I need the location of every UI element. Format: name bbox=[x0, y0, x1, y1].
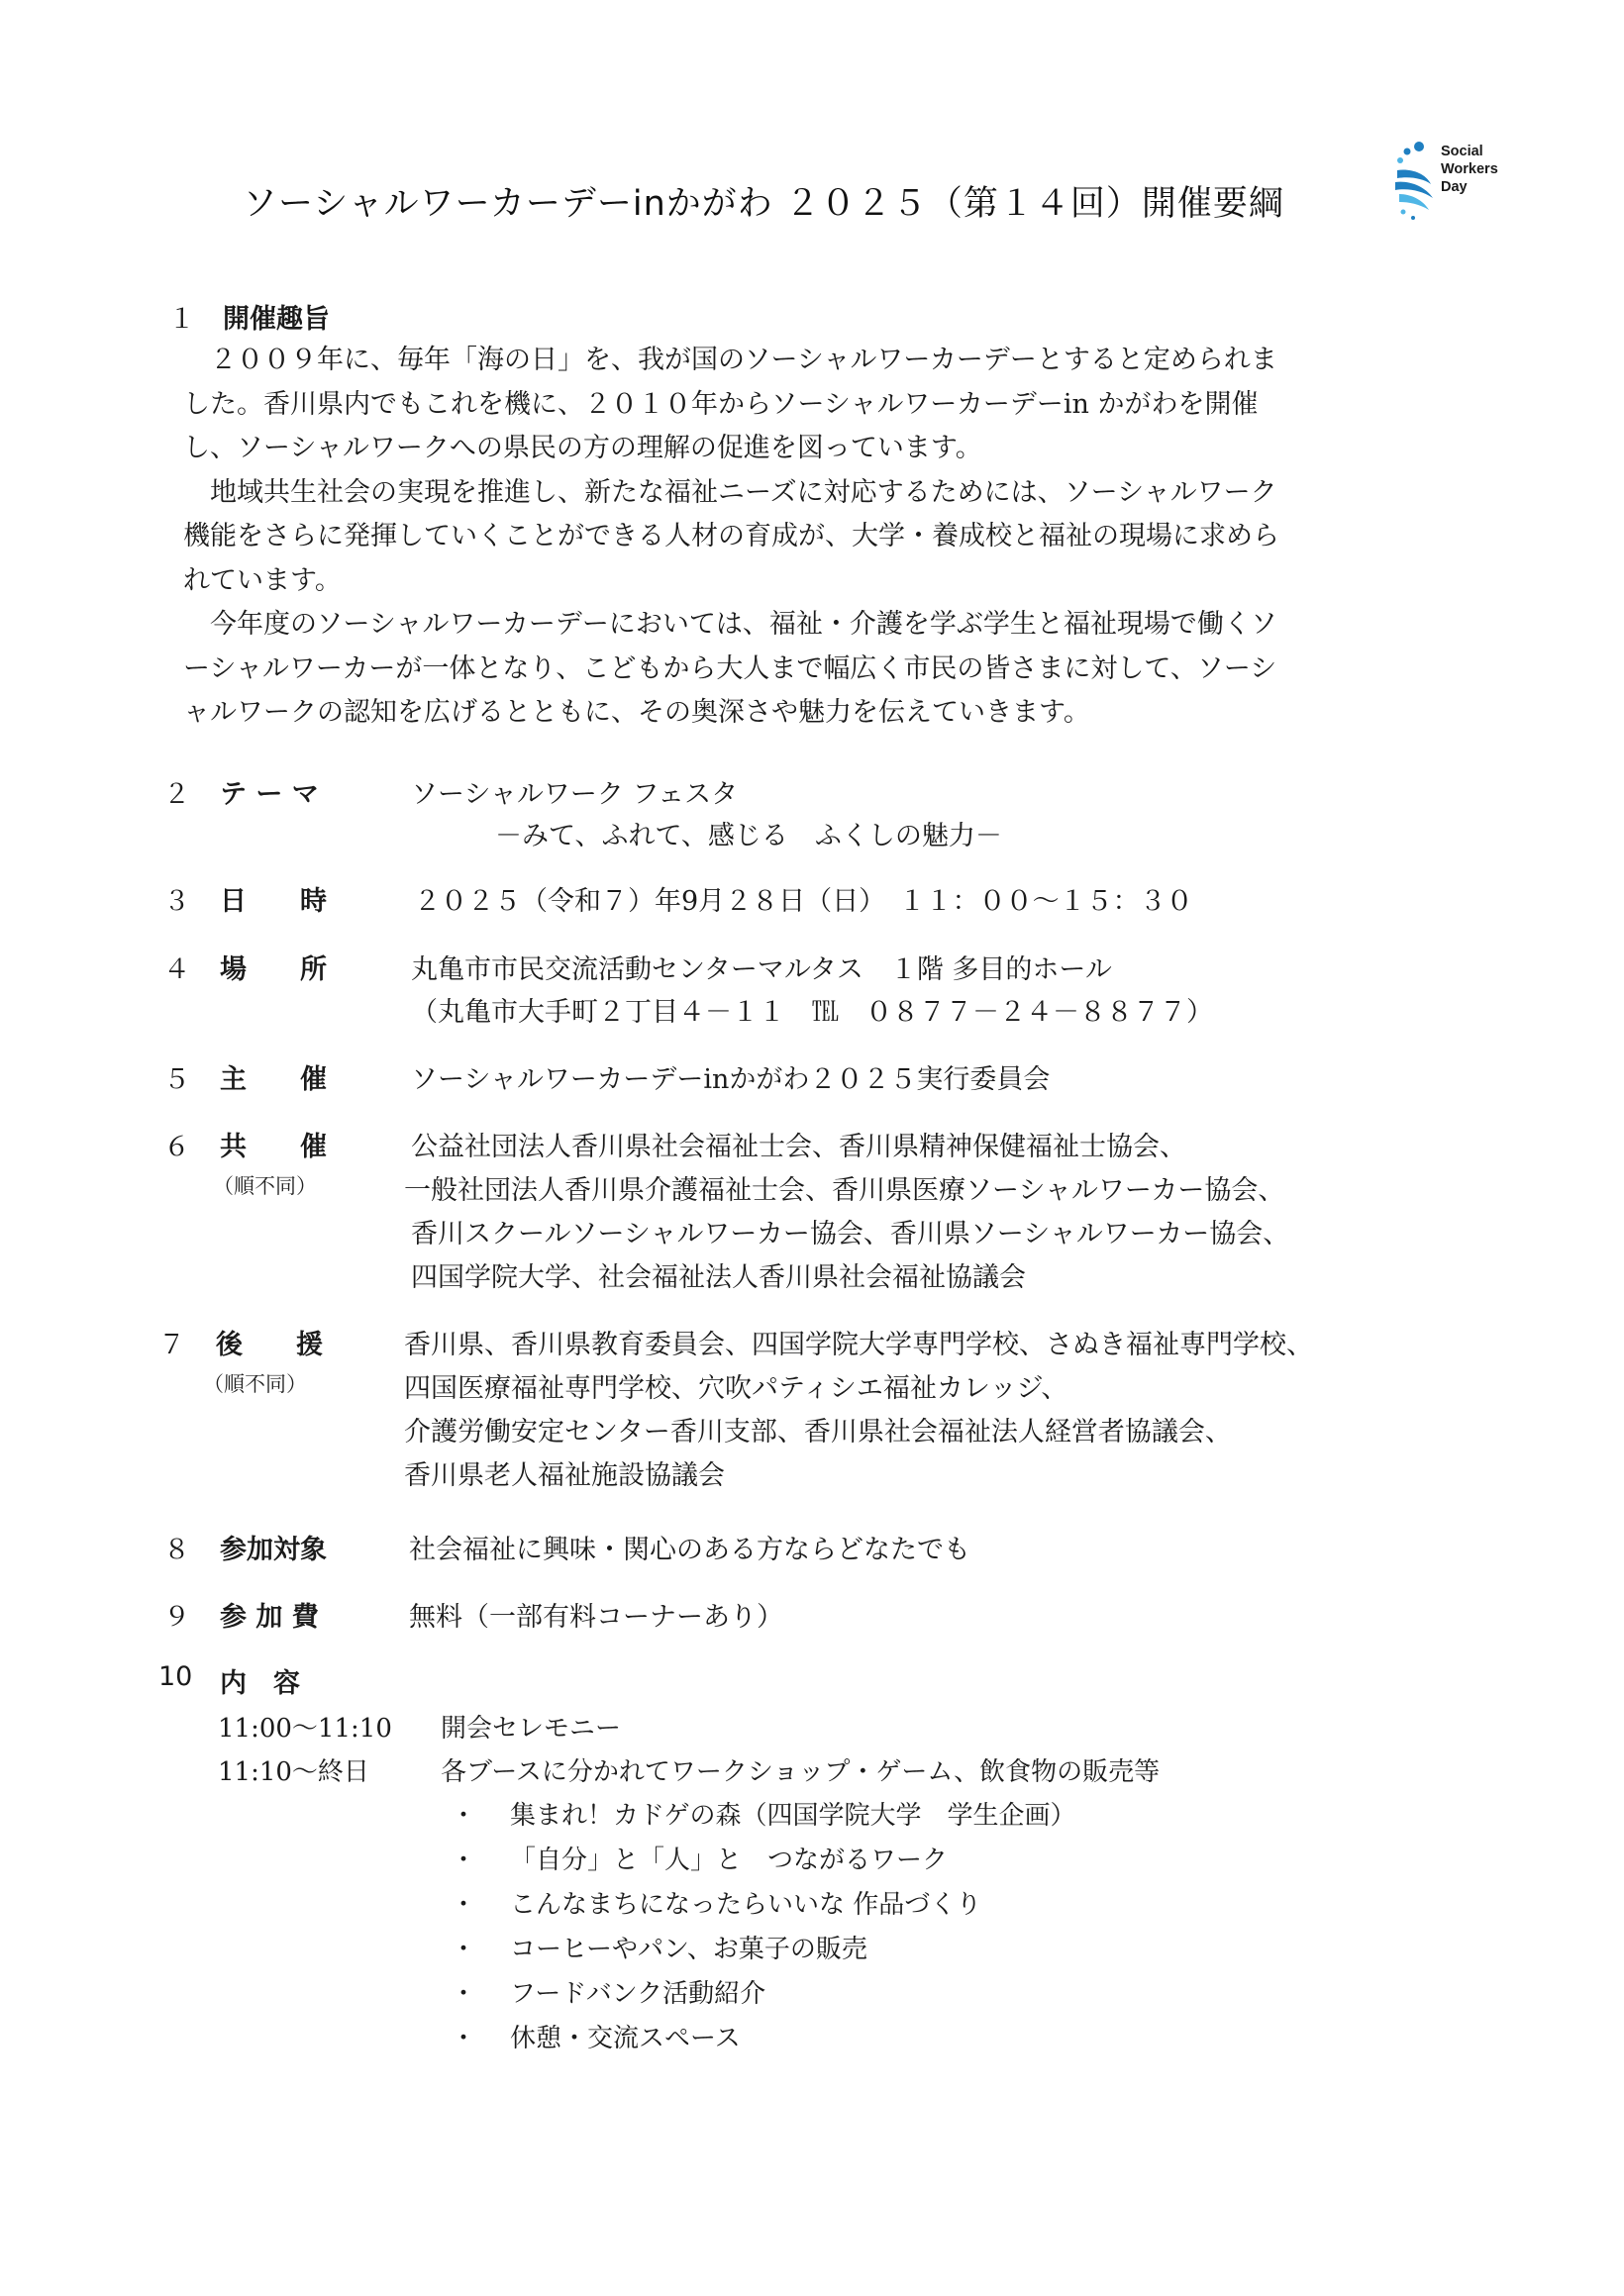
section-3-label: 日 時 bbox=[220, 886, 327, 917]
cohost-line: 四国学院大学、社会福祉法人香川県社会福祉協議会 bbox=[411, 1262, 1026, 1293]
section-10-label: 内 容 bbox=[220, 1668, 300, 1699]
organizer: ソーシャルワーカーデーinかがわ２０２５実行委員会 bbox=[411, 1064, 1051, 1095]
body-line: 地域共生社会の実現を推進し、新たな福祉ニーズに対応するためには、ソーシャルワーク bbox=[183, 476, 1277, 508]
bullet-mark: ・ bbox=[451, 1801, 477, 1831]
list-item-text: フードバンク活動紹介 bbox=[510, 1979, 766, 2009]
cohost-line: 公益社団法人香川県社会福祉士会、香川県精神保健福祉士協会、 bbox=[411, 1132, 1186, 1162]
section-5-label: 主 催 bbox=[220, 1064, 327, 1095]
section-7-number: ７ bbox=[158, 1330, 185, 1360]
bullet-mark: ・ bbox=[451, 2024, 477, 2053]
bullet-mark: ・ bbox=[451, 1935, 477, 1964]
body-line: した。香川県内でもこれを機に、２０１０年からソーシャルワーカーデーin かがわを開催 bbox=[183, 388, 1259, 420]
list-item-text: 休憩・交流スペース bbox=[510, 2024, 741, 2053]
schedule-desc: 開会セレモニー bbox=[441, 1714, 622, 1744]
body-line: 機能をさらに発揮していくことができる人材の育成が、大学・養成校と福祉の現場に求めら bbox=[183, 521, 1279, 551]
body-line: ２００９年に、毎年「海の日」を、我が国のソーシャルワーカーデーとすると定められま bbox=[183, 345, 1277, 375]
list-item-text: 集まれ！カドゲの森（四国学院大学 学生企画） bbox=[510, 1801, 1076, 1831]
list-item-text: こんなまちになったらいいな 作品づくり bbox=[510, 1890, 982, 1920]
venue-address: （丸亀市大手町２丁目４－１１ ℡ ０８７７－２４－８８７７） bbox=[411, 997, 1213, 1028]
section-2-number: ２ bbox=[163, 779, 190, 810]
section-6-label: 共 催 bbox=[220, 1132, 327, 1162]
event-datetime: ２０２５（令和７）年9月２８日（日） １１：００～１５：３０ bbox=[414, 886, 1193, 917]
section-8-label: 参加対象 bbox=[220, 1535, 327, 1565]
section-3-number: ３ bbox=[163, 886, 190, 917]
cohost-line: 一般社団法人香川県介護福祉士会、香川県医療ソーシャルワーカー協会、 bbox=[404, 1175, 1285, 1206]
body-line: 今年度のソーシャルワーカーデーにおいては、福祉・介護を学ぶ学生と福祉現場で働くソ bbox=[183, 609, 1277, 640]
section-9-label: 参 加 費 bbox=[220, 1602, 319, 1633]
supporter-line: 介護労働安定センター香川支部、香川県社会福祉法人経営者協議会、 bbox=[404, 1417, 1232, 1447]
theme-title: ソーシャルワーク フェスタ bbox=[411, 779, 739, 810]
section-5-number: ５ bbox=[163, 1064, 190, 1095]
section-1-label: 開催趣旨 bbox=[223, 304, 330, 335]
cohost-line: 香川スクールソーシャルワーカー協会、香川県ソーシャルワーカー協会、 bbox=[411, 1219, 1290, 1249]
document-title: ソーシャルワーカーデーinかがわ ２０２５（第１４回）開催要綱 bbox=[243, 184, 1284, 224]
logo-line-2: Workers bbox=[1441, 161, 1498, 177]
list-item bbox=[451, 1973, 765, 2010]
section-7-label: 後 援 bbox=[216, 1330, 323, 1360]
body-line: ーシャルワーカーが一体となり、こどもから大人まで幅広く市民の皆さまに対して、ソーシ bbox=[183, 652, 1277, 684]
body-line: し、ソーシャルワークへの県民の方の理解の促進を図っています。 bbox=[183, 433, 982, 463]
section-6-note: （順不同） bbox=[213, 1174, 317, 1198]
schedule-time: 11:00～11:10 bbox=[218, 1714, 392, 1744]
supporter-line: 香川県老人福祉施設協議会 bbox=[404, 1460, 725, 1491]
bullet-mark: ・ bbox=[451, 1890, 477, 1920]
section-8-number: ８ bbox=[163, 1535, 190, 1565]
social-workers-day-logo bbox=[1391, 139, 1540, 228]
supporter-line: 香川県、香川県教育委員会、四国学院大学専門学校、さぬき福祉専門学校、 bbox=[404, 1330, 1313, 1360]
list-item bbox=[451, 1795, 1075, 1832]
section-1-number: １ bbox=[168, 304, 195, 335]
list-item bbox=[451, 1884, 981, 1921]
logo-line-3: Day bbox=[1441, 179, 1468, 195]
section-7-note: （順不同） bbox=[203, 1372, 307, 1396]
supporter-line: 四国医療福祉専門学校、穴吹パティシエ福祉カレッジ、 bbox=[404, 1373, 1068, 1404]
section-6-number: ６ bbox=[163, 1132, 190, 1162]
bullet-mark: ・ bbox=[451, 1846, 477, 1875]
section-2-label: テ ー マ bbox=[220, 779, 319, 810]
section-4-number: ４ bbox=[163, 954, 190, 985]
list-item-text: コーヒーやパン、お菓子の販売 bbox=[510, 1935, 867, 1964]
bullet-mark: ・ bbox=[451, 1979, 477, 2009]
body-line: ャルワークの認知を広げるとともに、その奥深さや魅力を伝えていきます。 bbox=[183, 697, 1090, 728]
list-item bbox=[451, 1929, 867, 1965]
wave-icon bbox=[1391, 139, 1439, 224]
section-4-label: 場 所 bbox=[220, 954, 327, 985]
participation-fee: 無料（一部有料コーナーあり） bbox=[409, 1602, 783, 1633]
schedule-time: 11:10～終日 bbox=[218, 1757, 369, 1787]
logo-line-1: Social bbox=[1441, 144, 1483, 159]
list-item bbox=[451, 2018, 741, 2054]
schedule-desc: 各ブースに分かれてワークショップ・ゲーム、飲食物の販売等 bbox=[441, 1757, 1161, 1787]
section-9-number: ９ bbox=[163, 1602, 190, 1633]
target-audience: 社会福祉に興味・関心のある方ならどなたでも bbox=[409, 1535, 970, 1565]
section-1-body bbox=[183, 339, 1490, 736]
list-item-text: 「自分」と「人」と つながるワーク bbox=[510, 1846, 949, 1875]
venue-name: 丸亀市市民交流活動センターマルタス １階 多目的ホール bbox=[411, 954, 1112, 985]
section-10-number: 10 bbox=[158, 1661, 193, 1692]
theme-subtitle: －みて、ふれて、感じる ふくしの魅力－ bbox=[495, 821, 1002, 851]
list-item bbox=[451, 1840, 948, 1876]
body-line: れています。 bbox=[183, 564, 342, 596]
